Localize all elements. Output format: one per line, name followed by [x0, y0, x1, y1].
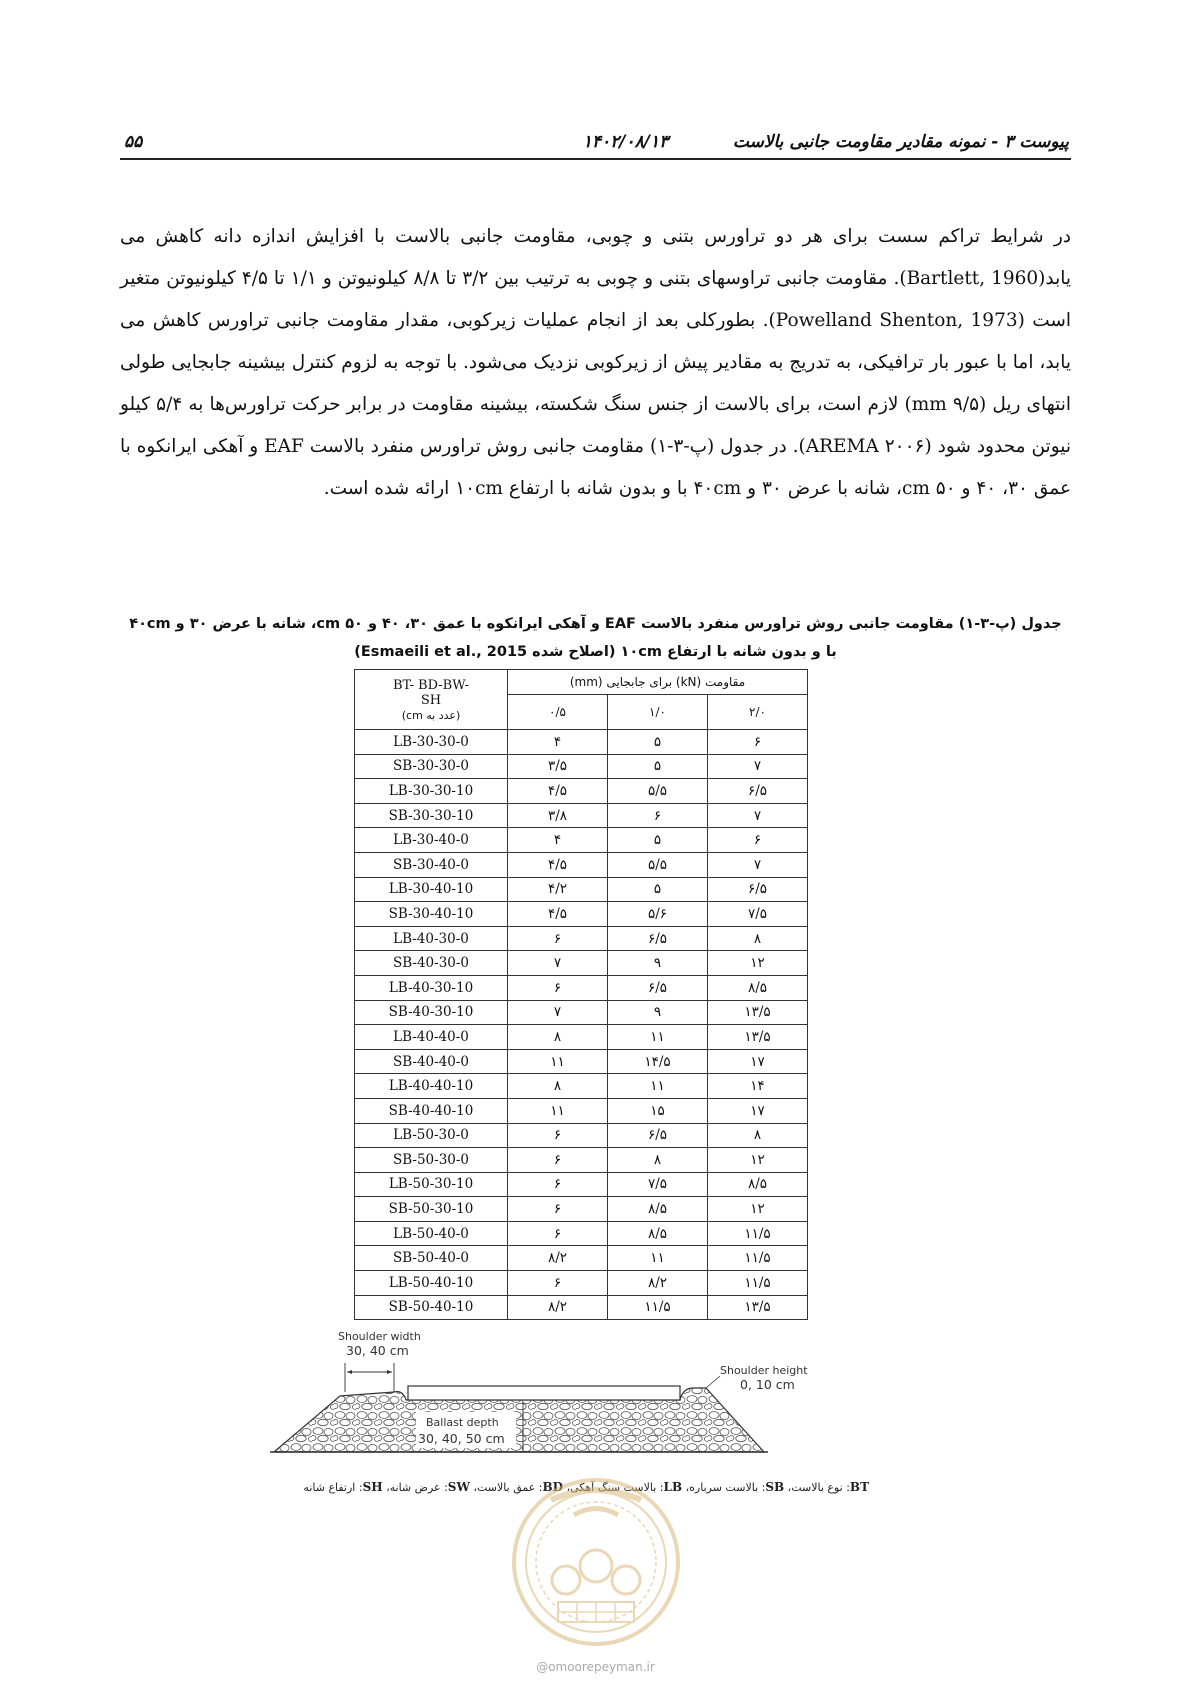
table-row — [355, 803, 808, 828]
shoulder-height-leader — [706, 1376, 720, 1388]
page-number: ۵۵ — [124, 132, 143, 152]
config-cell: LB-30-30-0 — [355, 730, 508, 755]
legend-lb: LB — [663, 1480, 683, 1494]
table-row — [355, 951, 808, 976]
caption-line-2: با و بدون شانه با ارتفاع ۱۰cm (اصلاح شده Esmaeili et al., 2015) — [354, 644, 837, 660]
displacement-header-1: ۱/۰ — [608, 695, 708, 730]
table-header-row — [355, 670, 808, 695]
config-cell: LB-30-40-10 — [355, 877, 508, 902]
resistance-cell: ۷ — [708, 803, 808, 828]
resistance-cell: ۱۱/۵ — [708, 1246, 808, 1271]
config-cell: SB-30-30-0 — [355, 754, 508, 779]
table-row — [355, 1197, 808, 1222]
table-row — [355, 828, 808, 853]
resistance-cell: ۶/۵ — [608, 926, 708, 951]
resistance-cell: ۱۱/۵ — [708, 1221, 808, 1246]
config-cell: SB-50-40-0 — [355, 1246, 508, 1271]
table-row — [355, 852, 808, 877]
resistance-cell: ۱۵ — [608, 1098, 708, 1123]
resistance-cell: ۸/۲ — [508, 1295, 608, 1320]
resistance-cell: ۸/۵ — [708, 975, 808, 1000]
resistance-cell: ۴ — [508, 730, 608, 755]
resistance-cell: ۱۲ — [708, 951, 808, 976]
table-row — [355, 1123, 808, 1148]
sleeper — [408, 1386, 680, 1400]
table-row — [355, 926, 808, 951]
table-row — [355, 902, 808, 927]
table-row — [355, 779, 808, 804]
config-header-unit: (عدد به cm) — [401, 709, 461, 722]
resistance-cell: ۱۷ — [708, 1098, 808, 1123]
table-row — [355, 754, 808, 779]
resistance-cell: ۶ — [508, 1197, 608, 1222]
resistance-cell: ۱۲ — [708, 1197, 808, 1222]
config-cell: LB-30-40-0 — [355, 828, 508, 853]
legend-sw: SW — [447, 1480, 470, 1494]
config-cell: SB-30-40-0 — [355, 852, 508, 877]
resistance-cell: ۳/۸ — [508, 803, 608, 828]
config-cell: SB-40-40-10 — [355, 1098, 508, 1123]
resistance-group-header: مقاومت (kN) برای جابجایی (mm) — [508, 670, 808, 695]
resistance-cell: ۸ — [708, 1123, 808, 1148]
table-row — [355, 877, 808, 902]
config-cell: LB-40-30-10 — [355, 975, 508, 1000]
table-row — [355, 975, 808, 1000]
resistance-cell: ۴ — [508, 828, 608, 853]
table-row — [355, 1271, 808, 1296]
resistance-cell: ۶ — [508, 1123, 608, 1148]
resistance-cell: ۱۲ — [708, 1148, 808, 1173]
resistance-cell: ۸/۵ — [608, 1197, 708, 1222]
resistance-cell: ۶ — [508, 1221, 608, 1246]
resistance-cell: ۴/۵ — [508, 902, 608, 927]
config-header-line-2: SH — [420, 693, 442, 708]
legend-bd-desc: : عمق بالاست، — [469, 1481, 543, 1494]
resistance-cell: ۷ — [708, 754, 808, 779]
resistance-cell: ۱۴/۵ — [608, 1049, 708, 1074]
config-cell: LB-40-30-0 — [355, 926, 508, 951]
resistance-cell: ۸/۲ — [608, 1271, 708, 1296]
resistance-cell: ۱۳/۵ — [708, 1025, 808, 1050]
table-caption — [110, 610, 1081, 666]
table-row — [355, 1049, 808, 1074]
resistance-cell: ۶ — [508, 1148, 608, 1173]
config-cell: LB-40-40-10 — [355, 1074, 508, 1099]
shoulder-height-label: Shoulder height — [720, 1364, 808, 1377]
table-row — [355, 1148, 808, 1173]
resistance-cell: ۸/۵ — [608, 1221, 708, 1246]
document-date: ۱۴۰۲/۰۸/۱۳ — [582, 132, 669, 152]
resistance-cell: ۸/۵ — [708, 1172, 808, 1197]
resistance-cell: ۹ — [608, 951, 708, 976]
resistance-cell: ۴/۲ — [508, 877, 608, 902]
shoulder-width-label: Shoulder width — [338, 1330, 421, 1343]
table-row — [355, 730, 808, 755]
resistance-cell: ۵/۵ — [608, 852, 708, 877]
ballast-depth-label: Ballast depth — [426, 1416, 499, 1429]
resistance-cell: ۶ — [708, 828, 808, 853]
resistance-cell: ۵/۵ — [608, 779, 708, 804]
legend-sb-desc: : بالاست سرباره، — [682, 1481, 766, 1494]
footer-url: @omoorepeyman.ir — [536, 1660, 655, 1674]
config-cell: LB-50-40-10 — [355, 1271, 508, 1296]
config-header-line-1: BT- BD-BW- — [392, 678, 470, 693]
resistance-cell: ۵ — [608, 730, 708, 755]
resistance-cell: ۹ — [608, 1000, 708, 1025]
config-cell: SB-40-40-0 — [355, 1049, 508, 1074]
resistance-table — [354, 669, 808, 1320]
watermark-seal-icon — [496, 1470, 696, 1660]
resistance-cell: ۱۱/۵ — [608, 1295, 708, 1320]
resistance-cell: ۶ — [708, 730, 808, 755]
resistance-cell: ۶ — [608, 803, 708, 828]
resistance-cell: ۵ — [608, 754, 708, 779]
resistance-cell: ۳/۵ — [508, 754, 608, 779]
resistance-cell: ۸ — [608, 1148, 708, 1173]
resistance-cell: ۷ — [508, 951, 608, 976]
config-cell: SB-30-30-10 — [355, 803, 508, 828]
arrowhead-right — [387, 1370, 392, 1374]
resistance-cell: ۷ — [508, 1000, 608, 1025]
resistance-cell: ۱۳/۵ — [708, 1295, 808, 1320]
resistance-cell: ۶/۵ — [608, 975, 708, 1000]
resistance-cell: ۵ — [608, 877, 708, 902]
resistance-cell: ۸/۲ — [508, 1246, 608, 1271]
legend-sw-desc: : عرض شانه، — [382, 1481, 448, 1494]
legend-bt-desc: : نوع بالاست، — [784, 1481, 850, 1494]
resistance-cell: ۸ — [708, 926, 808, 951]
legend-bd: BD — [542, 1480, 564, 1494]
legend-bt: BT — [849, 1480, 869, 1494]
resistance-cell: ۸ — [508, 1074, 608, 1099]
resistance-cell: ۵/۶ — [608, 902, 708, 927]
table-row — [355, 1074, 808, 1099]
legend-sh-desc: : ارتفاع شانه — [303, 1481, 363, 1494]
table-row — [355, 1246, 808, 1271]
resistance-cell: ۶/۵ — [708, 779, 808, 804]
config-cell: SB-40-30-0 — [355, 951, 508, 976]
ballast-cross-section-figure — [268, 1330, 868, 1460]
displacement-header-0: ۰/۵ — [508, 695, 608, 730]
resistance-cell: ۶ — [508, 975, 608, 1000]
table-row — [355, 1221, 808, 1246]
table-row — [355, 1098, 808, 1123]
resistance-cell: ۱۱ — [508, 1098, 608, 1123]
resistance-cell: ۱۷ — [708, 1049, 808, 1074]
legend-sh: SH — [362, 1480, 383, 1494]
resistance-cell: ۱۱ — [608, 1074, 708, 1099]
displacement-header-2: ۲/۰ — [708, 695, 808, 730]
resistance-cell: ۴/۵ — [508, 852, 608, 877]
resistance-cell: ۶/۵ — [608, 1123, 708, 1148]
body-paragraph: در شرایط تراکم سست برای هر دو تراورس بتنی و چوبی، مقاومت جانبی بالاست با افزایش اندازه دانه کاهش می یابد(Bartlett, 1960). مقاومت جانبی تراوسهای بتنی و چوبی به ترتیب بین ۳/۲ تا ۸/۸ کیلونیوتن و ۱/۱ تا ۴/۵ کیلونیوتن متغیر است (Powelland Shenton, 1973). بطورکلی بعد از انجام عملیات زیرکوبی، مقدار مقاومت جانبی تراورس کاهش می یابد، اما با عبور بار ترافیکی، به تدریج به مقادیر پیش از زیرکوبی نزدیک می‌شود. با توجه به لزوم کنترل بیشینه جابجایی طولی انتهای ریل (۹/۵ mm) لازم است، برای بالاست از جنس سنگ شکسته، بیشینه مقاومت در برابر حرکت تراورس‌ها به ۵/۴ کیلو نیوتن محدود شود (AREMA ۲۰۰۶). در جدول (پ-۳-۱) مقاومت جانبی روش تراورس منفرد بالاست EAF و آهکی ایرانکوه با عمق ۳۰، ۴۰ و ۵۰ cm، شانه با عرض ۳۰ و ۴۰cm با و بدون شانه با ارتفاع ۱۰cm ارائه شده است. — [120, 226, 1072, 499]
resistance-cell: ۱۱ — [608, 1025, 708, 1050]
table-row — [355, 1295, 808, 1320]
resistance-cell: ۱۱/۵ — [708, 1271, 808, 1296]
config-cell: LB-50-30-10 — [355, 1172, 508, 1197]
resistance-cell: ۶/۵ — [708, 877, 808, 902]
resistance-cell: ۷/۵ — [708, 902, 808, 927]
resistance-cell: ۸ — [508, 1025, 608, 1050]
resistance-cell: ۶ — [508, 1172, 608, 1197]
config-cell: LB-30-30-10 — [355, 779, 508, 804]
table-row — [355, 1025, 808, 1050]
config-cell: LB-50-40-0 — [355, 1221, 508, 1246]
config-cell: SB-50-30-10 — [355, 1197, 508, 1222]
shoulder-width-values: 30, 40 cm — [346, 1343, 409, 1358]
legend-sb: SB — [765, 1480, 785, 1494]
header-title: پیوست ۳ - نمونه مقادیر مقاومت جانبی بالاست — [732, 132, 1069, 152]
resistance-cell: ۶ — [508, 926, 608, 951]
config-cell: LB-50-30-0 — [355, 1123, 508, 1148]
resistance-cell: ۶ — [508, 1271, 608, 1296]
caption-line-1: جدول (پ-۳-۱) مقاومت جانبی روش تراورس منفرد بالاست EAF و آهکی ایرانکوه با عمق ۳۰، ۴۰ و ۵۰ cm، شانه با عرض ۳۰ و ۴۰cm — [129, 616, 1062, 632]
resistance-cell: ۵ — [608, 828, 708, 853]
config-cell: SB-50-40-10 — [355, 1295, 508, 1320]
resistance-cell: ۴/۵ — [508, 779, 608, 804]
config-cell: SB-40-30-10 — [355, 1000, 508, 1025]
config-cell: SB-50-30-0 — [355, 1148, 508, 1173]
config-cell: LB-40-40-0 — [355, 1025, 508, 1050]
resistance-cell: ۷/۵ — [608, 1172, 708, 1197]
arrowhead-left — [347, 1370, 352, 1374]
resistance-cell: ۱۳/۵ — [708, 1000, 808, 1025]
shoulder-height-values: 0, 10 cm — [740, 1377, 795, 1392]
resistance-cell: ۱۱ — [608, 1246, 708, 1271]
resistance-cell: ۱۱ — [508, 1049, 608, 1074]
page-header — [120, 128, 1071, 160]
resistance-cell: ۱۴ — [708, 1074, 808, 1099]
table-row — [355, 1172, 808, 1197]
config-cell: SB-30-40-10 — [355, 902, 508, 927]
config-column-header — [355, 670, 508, 730]
legend-lb-desc: : بالاست سنگ آهکی، — [563, 1481, 664, 1494]
ballast-depth-values: 30, 40, 50 cm — [418, 1431, 505, 1446]
resistance-cell: ۷ — [708, 852, 808, 877]
table-row — [355, 1000, 808, 1025]
